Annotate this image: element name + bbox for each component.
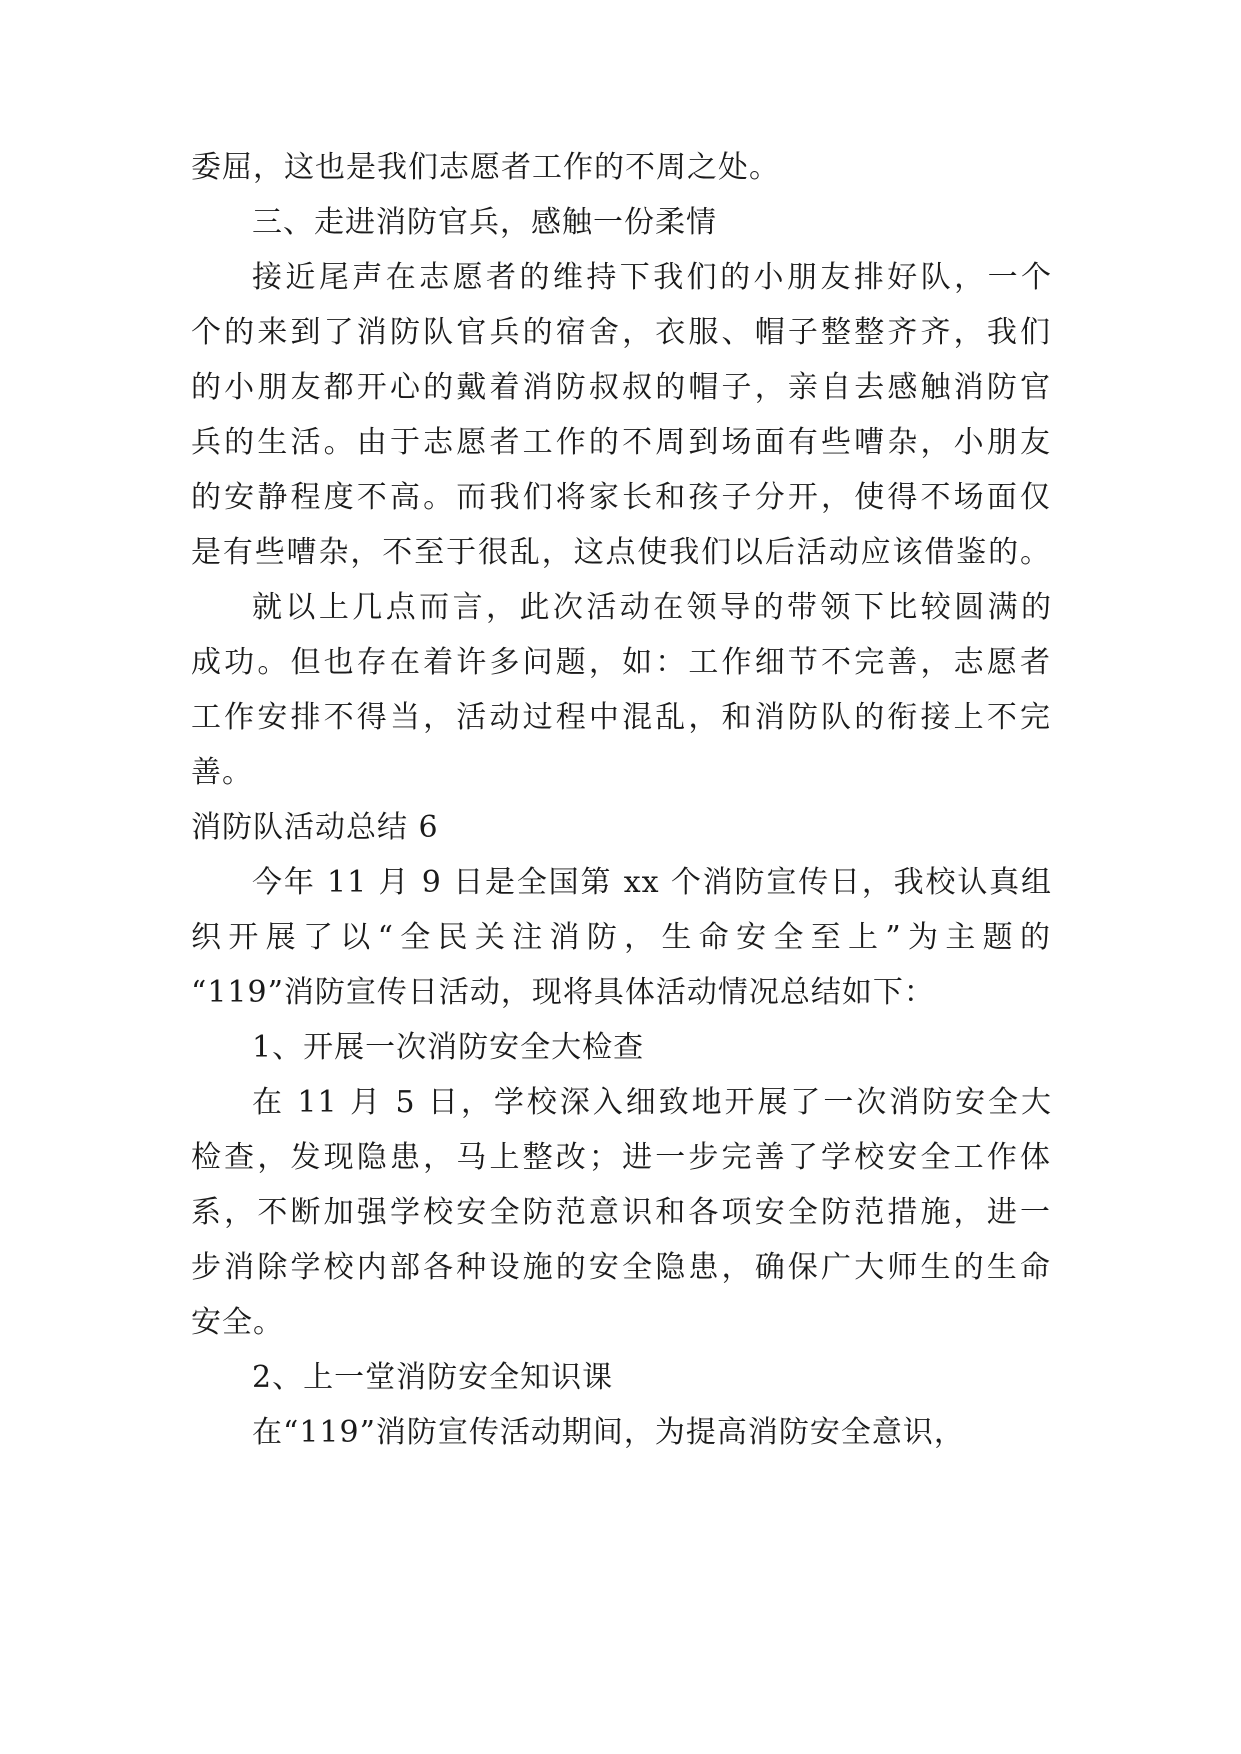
section-heading: 三、走进消防官兵，感触一份柔情 bbox=[252, 205, 717, 240]
text-line: “119”消防宣传日活动，现将具体活动情况总结如下： bbox=[191, 975, 935, 1010]
text-line: 个的来到了消防队官兵的宿舍，衣服、帽子整整齐齐，我们 bbox=[191, 315, 1051, 350]
text-line: 的安静程度不高。而我们将家长和孩子分开，使得不场面仅 bbox=[191, 480, 1051, 515]
text-line: 在“119”消防宣传活动期间，为提高消防安全意识， bbox=[252, 1415, 965, 1450]
text-line: 是有些嘈杂，不至于很乱，这点使我们以后活动应该借鉴的。 bbox=[191, 535, 1051, 570]
text-line: 在 11 月 5 日，学校深入细致地开展了一次消防安全大 bbox=[252, 1085, 1052, 1120]
text-line: 工作安排不得当，活动过程中混乱，和消防队的衔接上不完 bbox=[191, 700, 1051, 735]
text-line: 善。 bbox=[191, 755, 253, 790]
document-title: 消防队活动总结 6 bbox=[191, 810, 439, 845]
text-line: 的小朋友都开心的戴着消防叔叔的帽子，亲自去感触消防官 bbox=[191, 370, 1051, 405]
text-line: 织开展了以“全民关注消防，生命安全至上”为主题的 bbox=[191, 920, 1051, 955]
section-heading: 2、上一堂消防安全知识课 bbox=[252, 1360, 614, 1395]
text-line: 兵的生活。由于志愿者工作的不周到场面有些嘈杂，小朋友 bbox=[191, 425, 1051, 460]
text-line: 步消除学校内部各种设施的安全隐患，确保广大师生的生命 bbox=[191, 1250, 1051, 1285]
text-line: 系，不断加强学校安全防范意识和各项安全防范措施，进一 bbox=[191, 1195, 1051, 1230]
section-heading: 1、开展一次消防安全大检查 bbox=[252, 1030, 645, 1065]
text-line: 接近尾声在志愿者的维持下我们的小朋友排好队，一个 bbox=[252, 260, 1052, 295]
text-line: 今年 11 月 9 日是全国第 xx 个消防宣传日，我校认真组 bbox=[252, 865, 1052, 900]
text-line: 安全。 bbox=[191, 1305, 284, 1340]
text-line: 就以上几点而言，此次活动在领导的带领下比较圆满的 bbox=[252, 590, 1052, 625]
text-line: 检查，发现隐患，马上整改；进一步完善了学校安全工作体 bbox=[191, 1140, 1051, 1175]
text-line: 成功。但也存在着许多问题，如：工作细节不完善，志愿者 bbox=[191, 645, 1051, 680]
text-line: 委屈，这也是我们志愿者工作的不周之处。 bbox=[191, 150, 780, 185]
